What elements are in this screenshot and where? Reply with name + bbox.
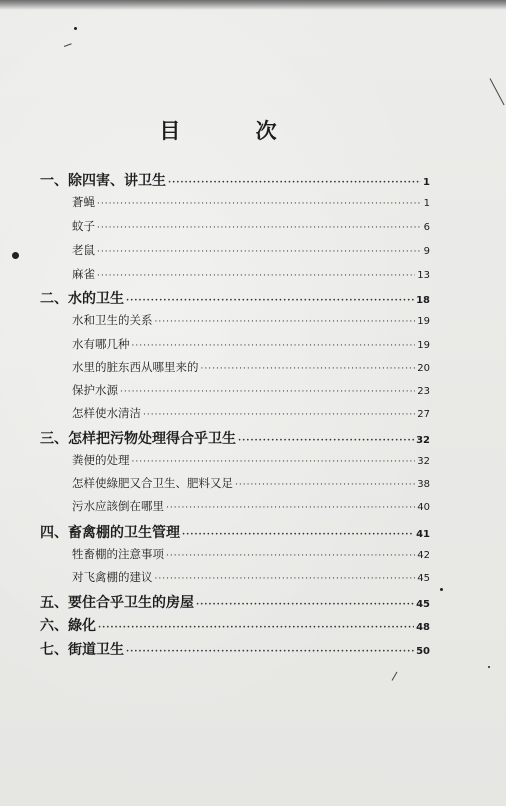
toc-entry-label: 怎样使水清洁 <box>72 406 141 420</box>
toc-leader-dots <box>132 341 416 351</box>
toc-sub-entry <box>72 242 430 258</box>
toc-leader-dots <box>143 410 415 420</box>
toc-leader-dots <box>155 574 416 584</box>
toc-sub-entry <box>72 194 430 210</box>
toc-leader-dots <box>120 387 415 397</box>
toc-entry-page-number: 19 <box>417 340 430 351</box>
toc-entry-label: 保护水源 <box>72 383 118 397</box>
toc-entry-page-number: 42 <box>417 550 430 561</box>
toc-sub-entry <box>72 569 430 585</box>
toc-section-entry <box>40 615 430 635</box>
toc-leader-dots <box>166 551 415 561</box>
toc-sub-entry <box>72 452 430 468</box>
toc-entry-label: 七、街道卫生 <box>40 642 124 658</box>
toc-section-entry <box>40 170 430 190</box>
toc-entry-page-number: 23 <box>417 386 430 397</box>
toc-entry-label: 老鼠 <box>72 243 95 257</box>
toc-sub-entry <box>72 336 430 352</box>
toc-entry-page-number: 19 <box>417 316 430 327</box>
toc-leader-dots <box>97 199 422 209</box>
toc-leader-dots <box>97 271 415 281</box>
toc-entry-page-number: 41 <box>416 529 430 540</box>
toc-leader-dots <box>126 296 414 306</box>
toc-entry-page-number: 45 <box>416 599 430 610</box>
toc-entry-label: 污水应該倒在哪里 <box>72 499 164 513</box>
toc-entry-page-number: 1 <box>423 177 430 188</box>
toc-title: 目 次 <box>159 118 311 143</box>
toc-entry-page-number: 20 <box>417 363 430 374</box>
toc-leader-dots <box>98 623 414 633</box>
toc-section-entry <box>40 428 430 448</box>
toc-leader-dots <box>168 178 421 188</box>
toc-entry-label: 四、畜禽棚的卫生管理 <box>40 525 180 541</box>
ink-speck <box>12 252 19 259</box>
toc-section-entry <box>40 522 430 542</box>
toc-sub-entry <box>72 312 430 328</box>
toc-sub-entry <box>72 498 430 514</box>
toc-sub-entry <box>72 218 430 234</box>
toc-entry-label: 五、要住合乎卫生的房屋 <box>40 595 194 611</box>
toc-leader-dots <box>182 530 414 540</box>
ink-speck <box>440 588 443 591</box>
ink-speck <box>74 27 77 30</box>
toc-entry-label: 一、除四害、讲卫生 <box>40 173 166 189</box>
toc-entry-page-number: 6 <box>423 222 430 233</box>
toc-leader-dots <box>166 503 415 513</box>
toc-entry-label: 水有哪几种 <box>72 337 130 351</box>
toc-leader-dots <box>126 647 414 657</box>
toc-entry-label: 怎样使綠肥又合卫生、肥料又足 <box>72 476 233 490</box>
toc-entry-label: 麻雀 <box>72 267 95 281</box>
toc-entry-page-number: 1 <box>423 198 430 209</box>
toc-leader-dots <box>97 223 422 233</box>
toc-entry-label: 对飞禽棚的建议 <box>72 570 153 584</box>
toc-entry-page-number: 13 <box>417 270 430 281</box>
toc-entry-page-number: 50 <box>416 646 430 657</box>
toc-entry-page-number: 18 <box>416 295 430 306</box>
toc-entry-page-number: 40 <box>417 502 430 513</box>
toc-entry-page-number: 32 <box>416 435 430 446</box>
toc-section-entry <box>40 592 430 612</box>
toc-section-entry <box>40 288 430 308</box>
toc-sub-entry <box>72 382 430 398</box>
toc-section-entry <box>40 639 430 659</box>
toc-leader-dots <box>97 247 422 257</box>
toc-sub-entry <box>72 266 430 282</box>
toc-entry-label: 蚊子 <box>72 219 95 233</box>
toc-leader-dots <box>155 317 416 327</box>
toc-entry-label: 水里的脏东西从哪里来的 <box>72 360 199 374</box>
toc-entry-page-number: 32 <box>417 456 430 467</box>
toc-entry-label: 牲畜棚的注意事项 <box>72 547 164 561</box>
toc-entry-label: 粪便的处理 <box>72 453 130 467</box>
ink-speck <box>488 666 490 668</box>
toc-entry-label: 水和卫生的关系 <box>72 313 153 327</box>
toc-entry-page-number: 9 <box>423 246 430 257</box>
toc-entry-label: 蒼蝇 <box>72 195 95 209</box>
toc-entry-page-number: 45 <box>417 573 430 584</box>
toc-leader-dots <box>132 457 416 467</box>
toc-sub-entry <box>72 475 430 491</box>
toc-leader-dots <box>235 480 415 490</box>
toc-entry-label: 二、水的卫生 <box>40 291 124 307</box>
toc-sub-entry <box>72 405 430 421</box>
toc-leader-dots <box>238 436 414 446</box>
toc-entry-label: 三、怎样把污物处理得合乎卫生 <box>40 431 236 447</box>
toc-entry-page-number: 27 <box>417 409 430 420</box>
toc-entry-label: 六、綠化 <box>40 618 96 634</box>
toc-entry-page-number: 38 <box>417 479 430 490</box>
toc-sub-entry <box>72 546 430 562</box>
toc-leader-dots <box>201 364 416 374</box>
toc-sub-entry <box>72 359 430 375</box>
toc-leader-dots <box>196 600 414 610</box>
toc-entry-page-number: 48 <box>416 622 430 633</box>
